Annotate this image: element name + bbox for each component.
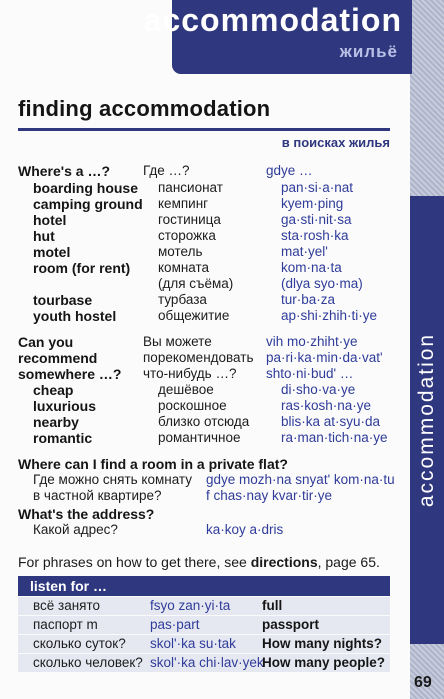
listen-for-title: listen for … — [30, 578, 108, 594]
page-number: 69 — [414, 674, 432, 691]
question-transliteration: ka·koy a·dris — [206, 522, 284, 537]
phrase-en: camping ground — [33, 196, 143, 212]
phrase-ru: Где …? — [143, 163, 190, 178]
reference-link[interactable]: directions — [250, 554, 318, 570]
section-title-ru: в поисках жилья — [281, 135, 390, 150]
listen-en: How many people? — [262, 655, 386, 670]
phrase-transliteration: pan·si·a·nat — [281, 180, 354, 195]
phrase-ru: гостиница — [158, 212, 221, 227]
phrase-transliteration: ap·shi·zhih·ti·ye — [281, 308, 378, 323]
phrase-en: hut — [33, 228, 55, 244]
phrase-en: nearby — [33, 414, 79, 430]
listen-en: full — [262, 598, 283, 613]
question-transliteration: f chas·nay kvar·tir·ye — [206, 488, 333, 503]
cross-reference — [18, 554, 380, 570]
phrase-ru: порекомендовать — [143, 350, 254, 365]
phrase-ru: что-нибудь …? — [143, 366, 237, 381]
listen-ru: паспорт m — [33, 617, 98, 632]
chapter-title: accommodation — [143, 2, 402, 38]
phrase-en: somewhere …? — [18, 366, 122, 382]
phrase-en: youth hostel — [33, 308, 117, 324]
phrase-transliteration: mat·yel' — [281, 244, 328, 259]
phrase-ru: близко отсюда — [158, 414, 250, 429]
phrase-en: luxurious — [33, 398, 97, 414]
phrase-en: hotel — [33, 212, 67, 228]
phrase-en: recommend — [18, 350, 98, 366]
phrase-transliteration: ras·kosh·na·ye — [281, 398, 372, 413]
phrase-ru: кемпинг — [158, 196, 209, 211]
question-ru: в частной квартире? — [33, 488, 162, 503]
phrase-ru: общежитие — [158, 308, 230, 323]
listen-ru: сколько суток? — [33, 636, 126, 651]
side-tab-label: accommodation — [415, 332, 438, 508]
phrase-en: Can you — [18, 334, 74, 350]
section-title: finding accommodation — [18, 96, 271, 121]
phrase-ru: дешёвое — [158, 382, 214, 397]
phrase-en: motel — [33, 244, 71, 260]
phrase-transliteration: shto·ni·bud' … — [266, 366, 354, 381]
chapter-title-ru: жильё — [339, 42, 398, 61]
question-ru: Какой адрес? — [33, 522, 118, 537]
phrase-ru: Вы можете — [143, 334, 212, 349]
listen-transliteration: pas·part — [150, 617, 200, 632]
phrase-ru: (для съёма) — [158, 276, 234, 291]
phrase-ru: турбаза — [158, 292, 207, 307]
phrase-transliteration: gdye … — [266, 163, 313, 178]
phrase-ru: пансионат — [158, 180, 223, 195]
section-title-rule — [18, 128, 390, 131]
phrase-transliteration: sta·rosh·ka — [281, 228, 349, 243]
question-en: What's the address? — [18, 506, 155, 522]
phrase-ru: романтичное — [158, 430, 241, 445]
listen-transliteration: skol'·ka chi·lav·yek — [150, 655, 264, 670]
phrase-transliteration: blis·ka at·syu·da — [281, 414, 381, 429]
phrase-ru: роскошное — [158, 398, 227, 413]
listen-en: How many nights? — [262, 636, 383, 651]
phrase-en: cheap — [33, 382, 74, 398]
phrase-transliteration: ra·man·tich·na·ye — [281, 430, 388, 445]
phrase-en: Where's a …? — [18, 163, 111, 179]
listen-ru: всё занято — [33, 598, 101, 613]
reference-suffix: , page 65. — [317, 554, 380, 570]
phrase-transliteration: vih mo·zhiht·ye — [266, 334, 358, 349]
listen-ru: сколько человек? — [33, 655, 143, 670]
listen-en: passport — [262, 617, 320, 632]
phrase-ru: сторожка — [158, 228, 216, 243]
phrase-en: romantic — [33, 430, 93, 446]
phrase-transliteration: ga·sti·nit·sa — [281, 212, 352, 227]
question-transliteration: gdye mozh·na snyat' kom·na·tu — [206, 472, 395, 487]
phrase-en: boarding house — [33, 180, 138, 196]
phrase-en: room (for rent) — [33, 260, 131, 276]
listen-transliteration: fsyo zan·yi·ta — [150, 598, 231, 613]
phrase-transliteration: tur·ba·za — [281, 292, 336, 307]
phrase-ru: комната — [158, 260, 210, 275]
listen-for-header — [18, 576, 390, 596]
phrase-transliteration: (dlya syo·ma) — [281, 276, 363, 291]
phrase-transliteration: di·sho·va·ye — [281, 382, 356, 397]
chapter-banner — [143, 0, 412, 74]
listen-transliteration: skol'·ka su·tak — [150, 636, 236, 651]
phrase-ru: мотель — [158, 244, 203, 259]
phrase-transliteration: kom·na·ta — [281, 260, 342, 275]
reference-prefix: For phrases on how to get there, see — [18, 554, 251, 570]
chapter-side-tab[interactable] — [410, 196, 444, 644]
question-en: Where can I find a room in a private flat? — [18, 456, 288, 472]
phrase-en: tourbase — [33, 292, 93, 308]
question-ru: Где можно снять комнату — [33, 472, 193, 487]
phrase-transliteration: kyem·ping — [281, 196, 344, 211]
phrase-transliteration: pa·ri·ka·min·da·vat' — [266, 350, 383, 365]
